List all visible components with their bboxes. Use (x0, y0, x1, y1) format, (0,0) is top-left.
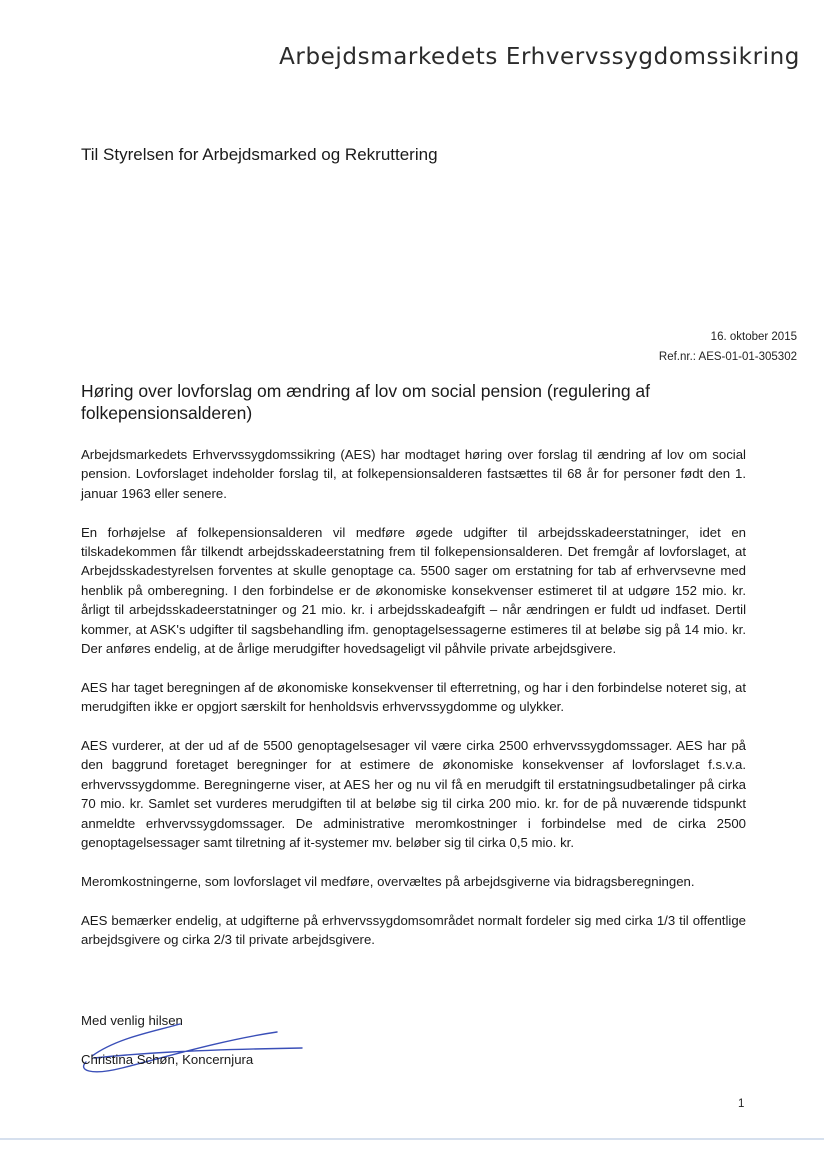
recipient-line: Til Styrelsen for Arbejdsmarked og Rekruttering (81, 145, 438, 164)
page-number: 1 (738, 1098, 745, 1110)
subject-heading: Høring over lovforslag om ændring af lov om social pension (regulering af folkepensionsalderen) (81, 381, 651, 423)
body-paragraph: En forhøjelse af folkepensionsalderen vil medføre øgede udgifter til arbejdsskadeerstatninger, idet en tilskadekommen får tilkendt arbejdsskadeerstatning frem til folkepensionsalderen. Det fremgår af lovforslaget, at Arbejdsskadestyrelsen forventes at skulle genoptage ca. 5500 sager om erstatning for tab af erhvervsevne med henblik på omberegning. I den forbindelse er de økonomiske konsekvenser estimeret til at udgøre 152 mio. kr. årligt til arbejdsskadeerstatninger og 21 mio. kr. i arbejdsskadeafgift – når ændringen er fuldt ud indfaset. Dertil kommer, at ASK's udgifter til sagsbehandling ifm. genoptagelsessagerne estimeres til at beløbe sig på 14 mio. kr. Der anføres endelig, at de årlige merudgifter hovedsageligt vil påhvile private arbejdsgivere. (81, 524, 746, 657)
body-paragraph: Arbejdsmarkedets Erhvervssygdomssikring (AES) har modtaget høring over forslag til ændring af lov om social pension. Lovforslaget indeholder forslag til, at folkepensionsalderen fastsættes til 68 år for personer født den 1. januar 1963 eller senere. (81, 447, 746, 501)
signer-name: Christina Schøn, Koncernjura (81, 1052, 254, 1067)
closing-line: Med venlig hilsen (81, 1013, 183, 1028)
organization-header: Arbejdsmarkedets Erhvervssygdomssikring (279, 44, 800, 70)
letter-meta (659, 327, 797, 367)
body-paragraph: AES vurderer, at der ud af de 5500 genoptagelsesager vil være cirka 2500 erhvervssygdomssager. AES har på den baggrund foretaget beregninger for at estimere de økonomiske konsekvenser af lovforslaget f.s.v.a. erhvervssygdomme. Beregningerne viser, at AES her og nu vil få en merudgift til erstatningsudbetalinger på cirka 70 mio. kr. Samlet set vurderes merudgiften til at beløbe sig til cirka 200 mio. kr. for de på nuværende tidspunkt anmeldte erhvervssygdomssager. De administrative meromkostninger i forbindelse med de cirka 2500 genoptagelsessager samt tilretning af it-systemer mv. beløber sig til cirka 0,5 mio. kr. (81, 738, 746, 851)
letter-date: 16. oktober 2015 (710, 331, 797, 343)
footer-rule (0, 1138, 824, 1140)
reference-number: Ref.nr.: AES-01-01-305302 (658, 351, 797, 363)
body-paragraph: AES har taget beregningen af de økonomiske konsekvenser til efterretning, og har i den forbindelse noteret sig, at merudgiften ikke er opgjort særskilt for henholdsvis erhvervssygdomme og ulykker. (81, 679, 746, 715)
handwritten-signature (62, 1016, 312, 1078)
body-paragraph: Meromkostningerne, som lovforslaget vil medføre, overvæltes på arbejdsgiverne via bidragsberegningen. (81, 873, 695, 889)
body-paragraph: AES bemærker endelig, at udgifterne på erhvervssygdomsområdet normalt fordeler sig med cirka 1/3 til offentlige arbejdsgivere og cirka 2/3 til private arbejdsgivere. (81, 912, 746, 948)
letter-body (81, 445, 746, 969)
